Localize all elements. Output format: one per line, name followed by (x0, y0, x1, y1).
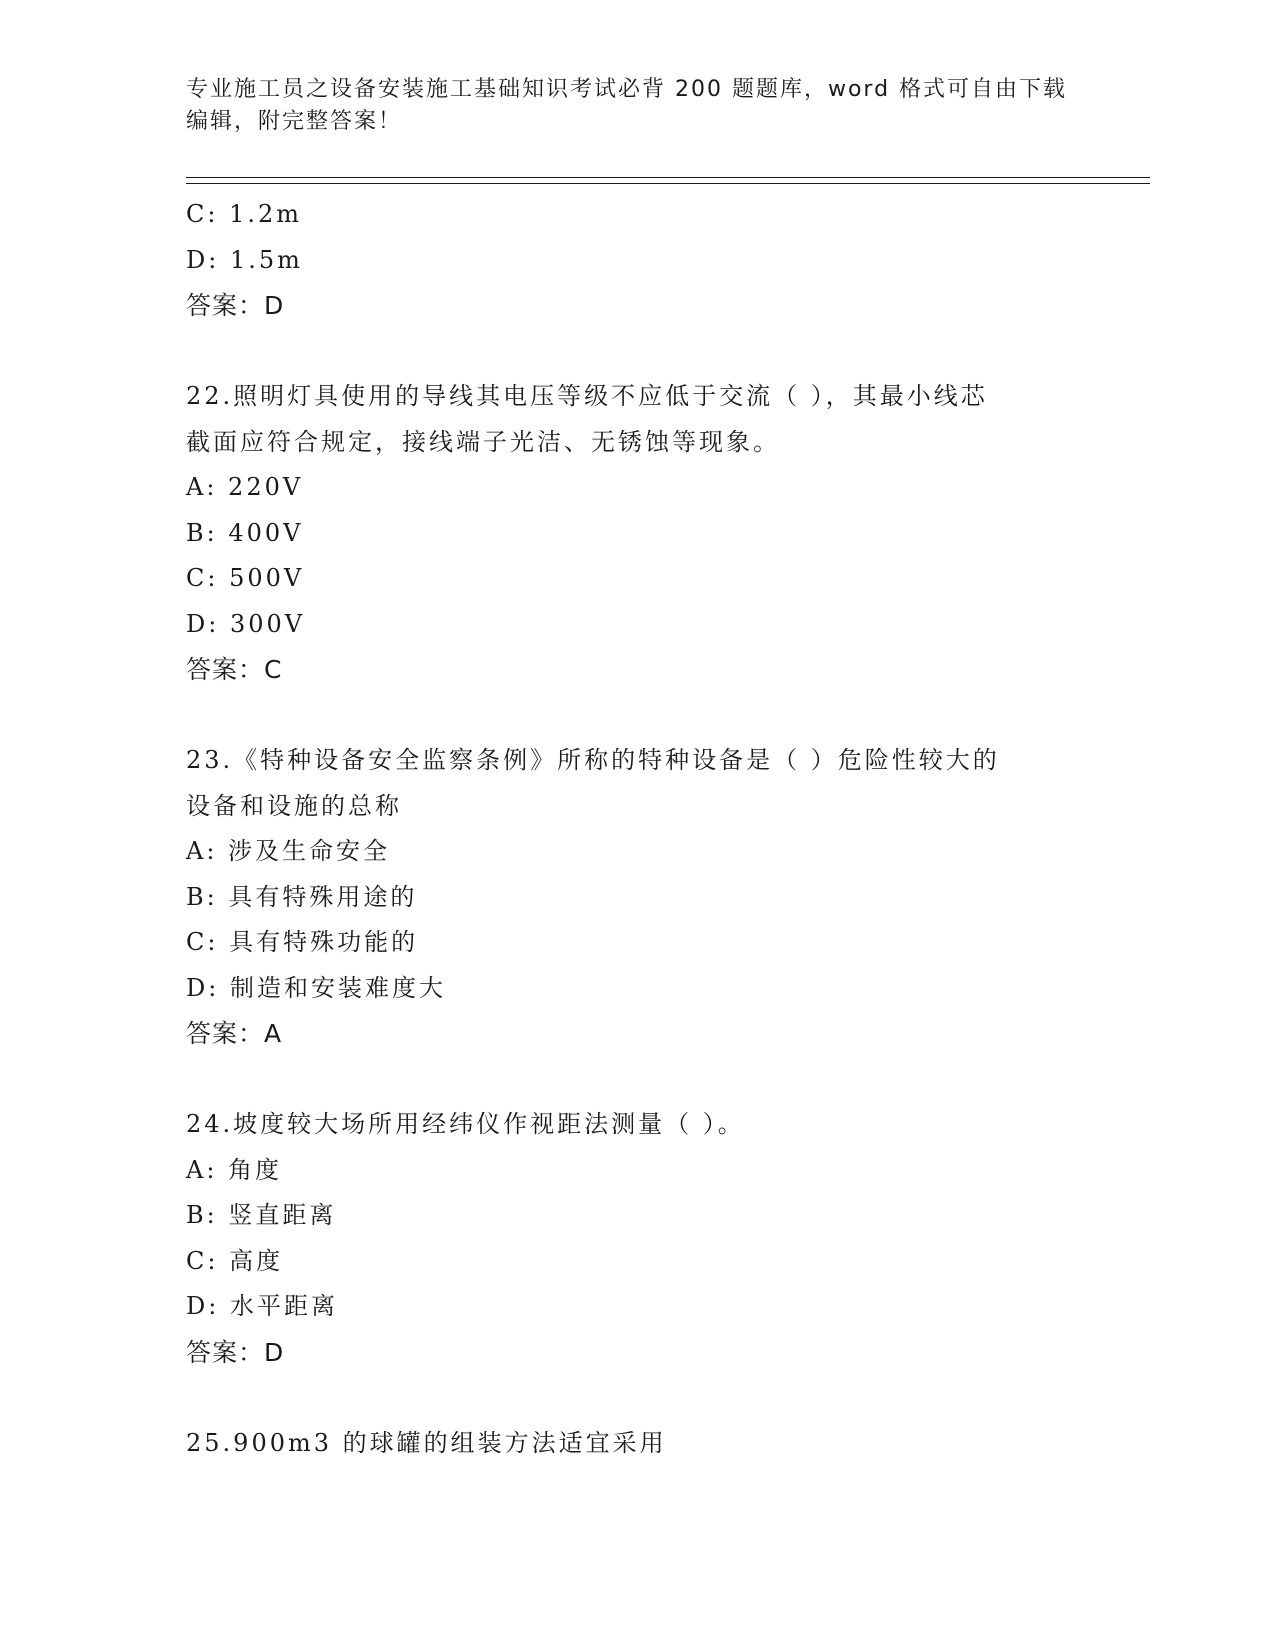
question-stem: 23.《特种设备安全监察条例》所称的特种设备是（ ）危险性较大的 (186, 746, 1000, 774)
spacer (186, 693, 1086, 739)
option-d: D: 水平距离 (186, 1292, 338, 1320)
option-a: A: 涉及生命安全 (186, 837, 391, 865)
question-list (186, 192, 1086, 1466)
spacer (186, 1375, 1086, 1421)
question-block-24 (186, 1102, 1086, 1375)
answer-label: 答案：A (186, 1019, 283, 1048)
header-title-line-1: 专业施工员之设备安装施工基础知识考试必背 200 题题库，word 格式可自由下载 (186, 77, 1068, 102)
option-b: B: 具有特殊用途的 (186, 882, 418, 911)
document-header (186, 74, 1086, 138)
answer-label: 答案：D (186, 1337, 285, 1367)
option-c: C: 500V (186, 564, 305, 592)
header-divider-bottom (186, 183, 1150, 184)
option-c: C: 具有特殊功能的 (186, 928, 419, 956)
option-b: B: 竖直距离 (186, 1201, 337, 1229)
option-d: D: 1.5m (186, 245, 303, 274)
question-stem: 22.照明灯具使用的导线其电压等级不应低于交流（ ），其最小线芯 (186, 382, 988, 410)
question-stem: 25.900m3 的球罐的组装方法适宜采用 (186, 1428, 667, 1457)
spacer (186, 1057, 1086, 1103)
question-block-25 (186, 1421, 1086, 1467)
question-block-22 (186, 374, 1086, 693)
option-a: A: 角度 (186, 1155, 283, 1184)
header-divider-top (186, 177, 1150, 178)
option-a: A: 220V (186, 473, 304, 501)
header-title-line-2: 编辑，附完整答案！ (186, 109, 403, 134)
option-c: C: 高度 (186, 1246, 284, 1275)
answer-label: 答案：C (186, 655, 283, 684)
spacer (186, 329, 1086, 375)
option-d: D: 300V (186, 609, 306, 638)
option-d: D: 制造和安装难度大 (186, 973, 446, 1002)
question-stem: 24.坡度较大场所用经纬仪作视距法测量（ ）。 (186, 1110, 745, 1138)
option-c: C: 1.2m (186, 200, 303, 228)
option-b: B: 400V (186, 518, 304, 547)
question-block-previous (186, 192, 1086, 329)
question-stem-continued: 截面应符合规定，接线端子光洁、无锈蚀等现象。 (186, 427, 780, 456)
question-block-23 (186, 738, 1086, 1057)
question-stem-continued: 设备和设施的总称 (186, 791, 402, 820)
answer-label: 答案：D (186, 291, 285, 320)
